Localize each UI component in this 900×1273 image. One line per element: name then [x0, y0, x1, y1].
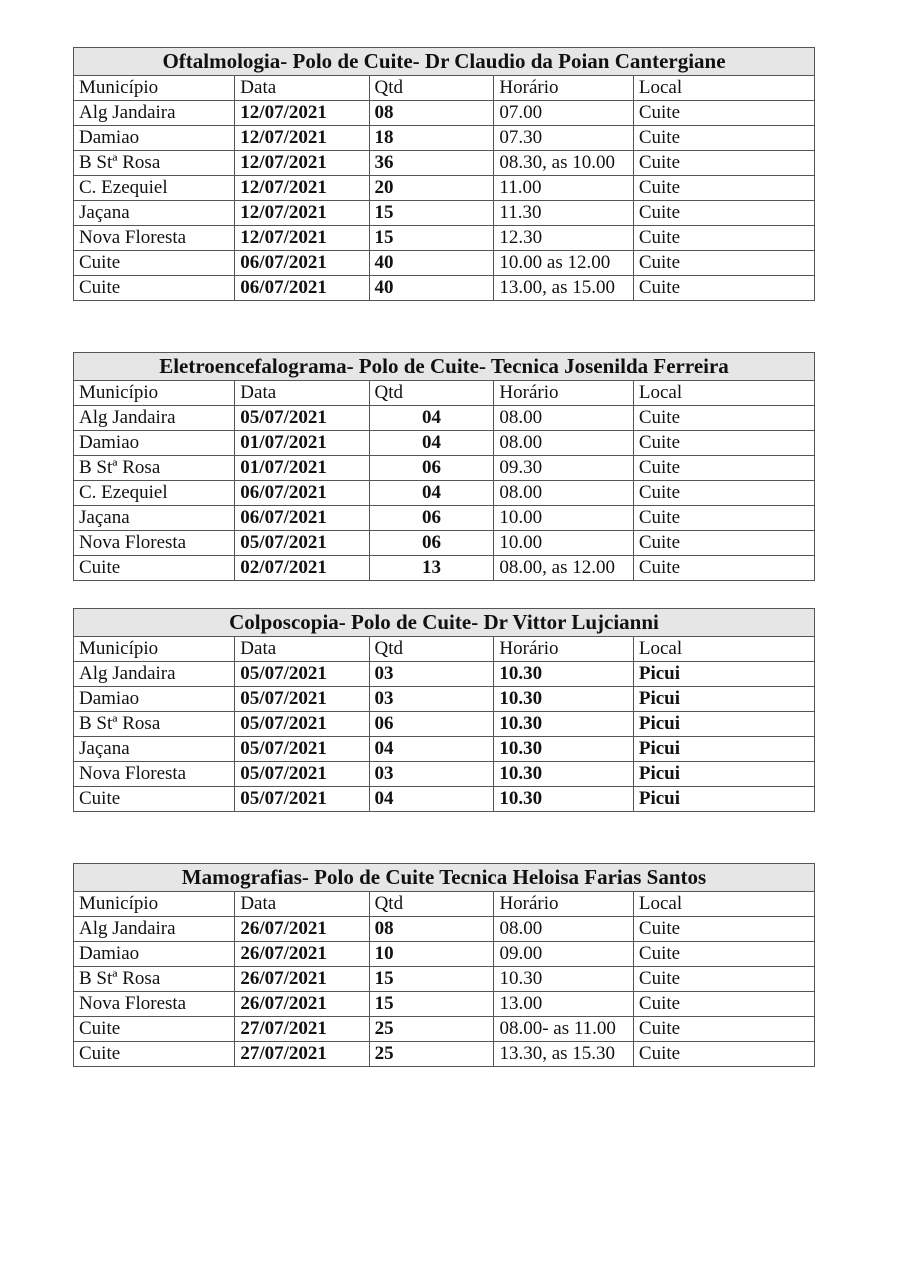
cell-qtd: 04 [369, 431, 494, 456]
cell-local: Cuite [633, 251, 814, 276]
cell-local: Cuite [633, 276, 814, 301]
cell-local: Cuite [633, 226, 814, 251]
column-header-qtd: Qtd [369, 381, 494, 406]
cell-qtd: 25 [369, 1017, 494, 1042]
cell-qtd: 08 [369, 917, 494, 942]
column-header-local: Local [633, 76, 814, 101]
column-header-local: Local [633, 637, 814, 662]
eletroencefalograma-table [73, 352, 815, 581]
header-row [74, 892, 815, 917]
column-header-local: Local [633, 381, 814, 406]
header-row [74, 76, 815, 101]
cell-horario: 08.00 [494, 431, 633, 456]
cell-municipio: Cuite [74, 787, 235, 812]
cell-municipio: Jaçana [74, 201, 235, 226]
cell-municipio: C. Ezequiel [74, 481, 235, 506]
cell-local: Cuite [633, 1017, 814, 1042]
cell-horario: 13.30, as 15.30 [494, 1042, 633, 1067]
table-row [74, 556, 815, 581]
cell-data: 26/07/2021 [235, 992, 369, 1017]
cell-municipio: Cuite [74, 276, 235, 301]
cell-municipio: B Stª Rosa [74, 151, 235, 176]
cell-horario: 10.30 [494, 687, 633, 712]
cell-municipio: Jaçana [74, 737, 235, 762]
table-row [74, 992, 815, 1017]
cell-qtd: 36 [369, 151, 494, 176]
table-row [74, 737, 815, 762]
cell-local: Cuite [633, 431, 814, 456]
column-header-municipio: Município [74, 637, 235, 662]
cell-municipio: Damiao [74, 942, 235, 967]
cell-data: 05/07/2021 [235, 762, 369, 787]
cell-data: 12/07/2021 [235, 176, 369, 201]
table-row [74, 481, 815, 506]
table-row [74, 662, 815, 687]
cell-municipio: B Stª Rosa [74, 967, 235, 992]
cell-municipio: Alg Jandaira [74, 406, 235, 431]
column-header-horario: Horário [494, 76, 633, 101]
cell-horario: 10.30 [494, 662, 633, 687]
table-title-row [74, 48, 815, 76]
cell-qtd: 06 [369, 531, 494, 556]
table-row [74, 276, 815, 301]
column-header-municipio: Município [74, 76, 235, 101]
column-header-data: Data [235, 381, 369, 406]
header-row [74, 381, 815, 406]
cell-qtd: 13 [369, 556, 494, 581]
cell-horario: 10.30 [494, 967, 633, 992]
column-header-data: Data [235, 76, 369, 101]
cell-horario: 08.00, as 12.00 [494, 556, 633, 581]
cell-data: 12/07/2021 [235, 126, 369, 151]
cell-municipio: Jaçana [74, 506, 235, 531]
table-row [74, 456, 815, 481]
table-row [74, 251, 815, 276]
cell-qtd: 40 [369, 251, 494, 276]
cell-data: 05/07/2021 [235, 687, 369, 712]
column-header-horario: Horário [494, 637, 633, 662]
cell-horario: 10.00 [494, 531, 633, 556]
cell-municipio: Damiao [74, 687, 235, 712]
table-row [74, 712, 815, 737]
cell-local: Cuite [633, 456, 814, 481]
cell-local: Picui [633, 712, 814, 737]
cell-municipio: C. Ezequiel [74, 176, 235, 201]
cell-qtd: 04 [369, 406, 494, 431]
cell-qtd: 15 [369, 992, 494, 1017]
table-row [74, 687, 815, 712]
cell-data: 01/07/2021 [235, 456, 369, 481]
cell-data: 12/07/2021 [235, 151, 369, 176]
cell-local: Picui [633, 737, 814, 762]
table-row [74, 967, 815, 992]
cell-qtd: 04 [369, 481, 494, 506]
cell-qtd: 06 [369, 506, 494, 531]
column-header-horario: Horário [494, 892, 633, 917]
cell-horario: 10.30 [494, 762, 633, 787]
cell-data: 12/07/2021 [235, 101, 369, 126]
cell-municipio: Alg Jandaira [74, 101, 235, 126]
table-row [74, 101, 815, 126]
cell-qtd: 03 [369, 662, 494, 687]
cell-municipio: Cuite [74, 556, 235, 581]
oftalmologia-table [73, 47, 815, 301]
cell-horario: 13.00 [494, 992, 633, 1017]
cell-horario: 13.00, as 15.00 [494, 276, 633, 301]
table-row [74, 431, 815, 456]
colposcopia-table [73, 608, 815, 812]
table-row [74, 762, 815, 787]
cell-municipio: Cuite [74, 1042, 235, 1067]
cell-qtd: 08 [369, 101, 494, 126]
cell-local: Cuite [633, 201, 814, 226]
table-title: Colposcopia- Polo de Cuite- Dr Vittor Lujcianni [74, 609, 815, 637]
cell-qtd: 06 [369, 712, 494, 737]
cell-municipio: B Stª Rosa [74, 456, 235, 481]
table-row [74, 506, 815, 531]
cell-local: Cuite [633, 126, 814, 151]
column-header-local: Local [633, 892, 814, 917]
cell-data: 26/07/2021 [235, 917, 369, 942]
cell-municipio: Cuite [74, 1017, 235, 1042]
cell-qtd: 10 [369, 942, 494, 967]
cell-qtd: 15 [369, 201, 494, 226]
cell-local: Picui [633, 662, 814, 687]
cell-data: 06/07/2021 [235, 276, 369, 301]
mamografias-table [73, 863, 815, 1067]
column-header-qtd: Qtd [369, 637, 494, 662]
table-row [74, 1042, 815, 1067]
cell-local: Cuite [633, 1042, 814, 1067]
table-title: Mamografias- Polo de Cuite Tecnica Heloisa Farias Santos [74, 864, 815, 892]
cell-horario: 08.00 [494, 481, 633, 506]
column-header-qtd: Qtd [369, 76, 494, 101]
cell-qtd: 15 [369, 967, 494, 992]
cell-local: Cuite [633, 967, 814, 992]
cell-horario: 10.30 [494, 712, 633, 737]
cell-data: 12/07/2021 [235, 201, 369, 226]
cell-local: Cuite [633, 917, 814, 942]
cell-horario: 08.30, as 10.00 [494, 151, 633, 176]
cell-data: 26/07/2021 [235, 967, 369, 992]
cell-data: 05/07/2021 [235, 712, 369, 737]
cell-municipio: Nova Floresta [74, 992, 235, 1017]
table-title: Oftalmologia- Polo de Cuite- Dr Claudio da Poian Cantergiane [74, 48, 815, 76]
column-header-municipio: Município [74, 381, 235, 406]
cell-data: 02/07/2021 [235, 556, 369, 581]
cell-horario: 10.00 as 12.00 [494, 251, 633, 276]
table-row [74, 942, 815, 967]
cell-qtd: 03 [369, 762, 494, 787]
cell-qtd: 18 [369, 126, 494, 151]
table-title-row [74, 864, 815, 892]
cell-qtd: 25 [369, 1042, 494, 1067]
cell-local: Cuite [633, 101, 814, 126]
cell-horario: 09.00 [494, 942, 633, 967]
table-row [74, 176, 815, 201]
cell-data: 06/07/2021 [235, 251, 369, 276]
cell-local: Cuite [633, 151, 814, 176]
column-header-data: Data [235, 637, 369, 662]
cell-municipio: Damiao [74, 431, 235, 456]
cell-data: 05/07/2021 [235, 787, 369, 812]
cell-data: 05/07/2021 [235, 531, 369, 556]
cell-horario: 09.30 [494, 456, 633, 481]
cell-data: 26/07/2021 [235, 942, 369, 967]
cell-local: Cuite [633, 942, 814, 967]
cell-horario: 08.00- as 11.00 [494, 1017, 633, 1042]
cell-horario: 11.30 [494, 201, 633, 226]
cell-qtd: 03 [369, 687, 494, 712]
cell-data: 05/07/2021 [235, 406, 369, 431]
cell-qtd: 20 [369, 176, 494, 201]
cell-municipio: Alg Jandaira [74, 917, 235, 942]
cell-municipio: Nova Floresta [74, 762, 235, 787]
table-row [74, 406, 815, 431]
cell-horario: 12.30 [494, 226, 633, 251]
cell-qtd: 06 [369, 456, 494, 481]
cell-horario: 08.00 [494, 406, 633, 431]
cell-data: 06/07/2021 [235, 506, 369, 531]
cell-local: Cuite [633, 406, 814, 431]
column-header-data: Data [235, 892, 369, 917]
cell-municipio: Nova Floresta [74, 226, 235, 251]
table-row [74, 201, 815, 226]
cell-data: 06/07/2021 [235, 481, 369, 506]
table-row [74, 151, 815, 176]
cell-local: Picui [633, 762, 814, 787]
cell-data: 01/07/2021 [235, 431, 369, 456]
cell-local: Cuite [633, 992, 814, 1017]
cell-local: Cuite [633, 531, 814, 556]
table-row [74, 787, 815, 812]
cell-local: Picui [633, 687, 814, 712]
column-header-horario: Horário [494, 381, 633, 406]
table-row [74, 1017, 815, 1042]
cell-local: Cuite [633, 506, 814, 531]
cell-local: Picui [633, 787, 814, 812]
table-title: Eletroencefalograma- Polo de Cuite- Tecnica Josenilda Ferreira [74, 353, 815, 381]
cell-local: Cuite [633, 176, 814, 201]
cell-qtd: 15 [369, 226, 494, 251]
cell-municipio: Damiao [74, 126, 235, 151]
cell-data: 05/07/2021 [235, 737, 369, 762]
cell-municipio: Alg Jandaira [74, 662, 235, 687]
table-row [74, 917, 815, 942]
cell-data: 27/07/2021 [235, 1042, 369, 1067]
header-row [74, 637, 815, 662]
cell-municipio: Nova Floresta [74, 531, 235, 556]
table-title-row [74, 353, 815, 381]
cell-qtd: 04 [369, 737, 494, 762]
column-header-qtd: Qtd [369, 892, 494, 917]
table-row [74, 531, 815, 556]
cell-horario: 07.30 [494, 126, 633, 151]
cell-horario: 11.00 [494, 176, 633, 201]
table-title-row [74, 609, 815, 637]
cell-qtd: 04 [369, 787, 494, 812]
cell-horario: 08.00 [494, 917, 633, 942]
table-row [74, 226, 815, 251]
cell-local: Cuite [633, 481, 814, 506]
table-row [74, 126, 815, 151]
cell-municipio: B Stª Rosa [74, 712, 235, 737]
cell-data: 05/07/2021 [235, 662, 369, 687]
cell-data: 27/07/2021 [235, 1017, 369, 1042]
column-header-municipio: Município [74, 892, 235, 917]
cell-horario: 10.30 [494, 737, 633, 762]
cell-data: 12/07/2021 [235, 226, 369, 251]
cell-horario: 10.00 [494, 506, 633, 531]
cell-horario: 07.00 [494, 101, 633, 126]
cell-municipio: Cuite [74, 251, 235, 276]
cell-local: Cuite [633, 556, 814, 581]
cell-horario: 10.30 [494, 787, 633, 812]
cell-qtd: 40 [369, 276, 494, 301]
